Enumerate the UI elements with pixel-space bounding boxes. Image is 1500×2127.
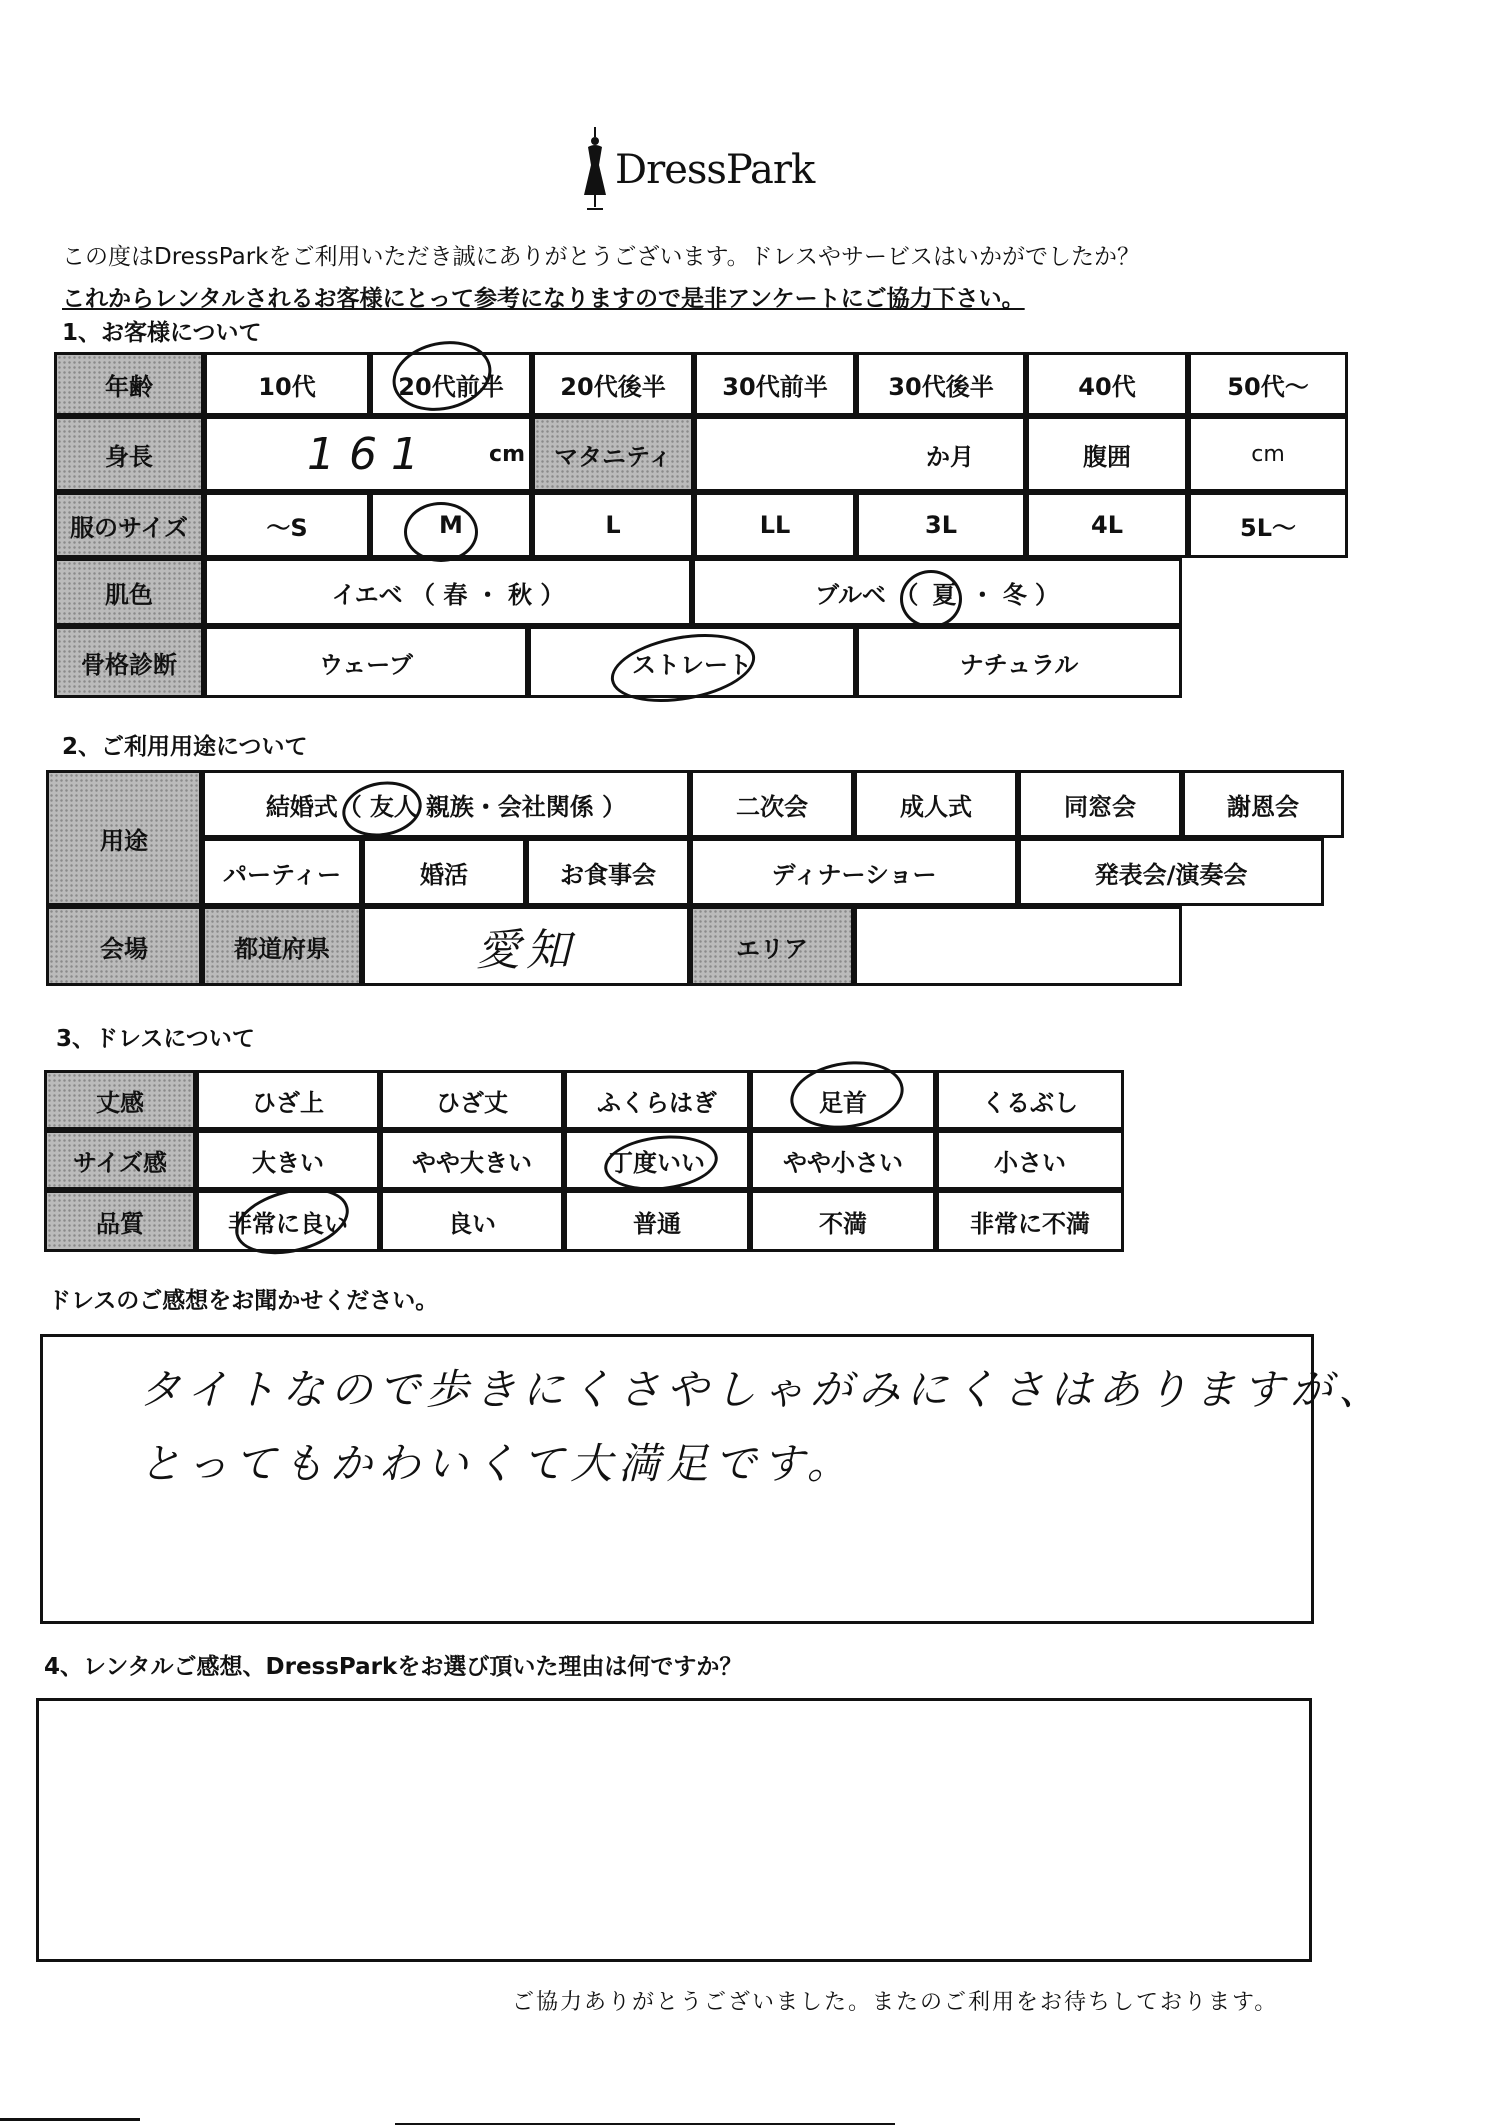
skin-blue-option[interactable]	[692, 558, 1182, 626]
fit-label: サイズ感	[44, 1130, 196, 1190]
age-option[interactable]: 20代前半	[370, 352, 532, 416]
section-2-title: 2、ご利用用途について	[62, 734, 308, 760]
prefecture-label: 都道府県	[202, 906, 362, 986]
skin-yellow-option[interactable]: イエベ （ 春 ・ 秋 ）	[204, 558, 692, 626]
age-option[interactable]: 10代	[204, 352, 370, 416]
age-option[interactable]: 20代後半	[532, 352, 694, 416]
section-1-title: 1、お客様について	[62, 320, 262, 346]
height-unit: cm	[489, 441, 525, 467]
usage-option[interactable]: パーティー	[202, 838, 362, 906]
size-option[interactable]: 5L〜	[1188, 492, 1348, 558]
usage-option[interactable]: 婚活	[362, 838, 526, 906]
quality-option[interactable]: 不満	[750, 1190, 936, 1252]
dress-comment-box[interactable]	[40, 1334, 1387, 1624]
skeleton-option[interactable]: ストレート	[528, 626, 856, 698]
age-option[interactable]: 50代〜	[1188, 352, 1348, 416]
intro-request: これからレンタルされるお客様にとって参考になりますので是非アンケートにご協力下さい。	[62, 286, 1025, 312]
length-option[interactable]: ひざ上	[196, 1070, 380, 1130]
skin-blue-summer: 夏	[932, 580, 957, 609]
skin-label: 肌色	[54, 558, 204, 626]
age-option[interactable]: 30代前半	[694, 352, 856, 416]
wedding-suffix: 親族・会社関係 ）	[425, 792, 627, 821]
length-option[interactable]: 足首	[750, 1070, 936, 1130]
height-value: 161	[307, 428, 433, 480]
scan-edge-line	[0, 2118, 140, 2121]
usage-option[interactable]: 謝恩会	[1182, 770, 1344, 838]
size-option[interactable]: LL	[694, 492, 856, 558]
section-4-title: 4、レンタルご感想、DressParkをお選び頂いた理由は何ですか？	[44, 1654, 743, 1680]
usage-option[interactable]: ディナーショー	[690, 838, 1018, 906]
skin-blue-suffix: ・ 冬 ）	[970, 580, 1060, 609]
fit-option[interactable]: やや大きい	[380, 1130, 564, 1190]
belly-label: 腹囲	[1026, 416, 1188, 492]
section-3-title: 3、ドレスについて	[56, 1026, 255, 1052]
belly-unit: cm	[1251, 441, 1285, 467]
usage-option[interactable]: お食事会	[526, 838, 690, 906]
fit-option[interactable]: やや小さい	[750, 1130, 936, 1190]
maternity-label: マタニティ	[532, 416, 694, 492]
fit-option[interactable]: 丁度いい	[564, 1130, 750, 1190]
length-label: 丈感	[44, 1070, 196, 1130]
wedding-option[interactable]	[202, 770, 690, 838]
venue-label: 会場	[46, 906, 202, 986]
usage-option[interactable]: 同窓会	[1018, 770, 1182, 838]
dress-mannequin-icon	[575, 125, 615, 215]
brand-name: DressPark	[615, 147, 815, 193]
area-label: エリア	[690, 906, 854, 986]
fit-option[interactable]: 小さい	[936, 1130, 1124, 1190]
height-field[interactable]	[204, 416, 532, 492]
age-label: 年齢	[54, 352, 204, 416]
reason-answer-box[interactable]	[36, 1698, 1312, 1962]
quality-label: 品質	[44, 1190, 196, 1252]
comment-prompt: ドレスのご感想をお聞かせください。	[48, 1288, 439, 1314]
quality-option[interactable]: 良い	[380, 1190, 564, 1252]
usage-option[interactable]: 二次会	[690, 770, 854, 838]
length-option[interactable]: くるぶし	[936, 1070, 1124, 1130]
skeleton-option[interactable]: ウェーブ	[204, 626, 528, 698]
comment-line-1: タイトなので歩きにくさやしゃがみにくさはありますが、	[139, 1365, 1387, 1414]
belly-field[interactable]	[1188, 416, 1348, 492]
skin-blue-prefix: ブルベ （	[814, 580, 919, 609]
area-field[interactable]	[854, 906, 1182, 986]
length-option[interactable]: ひざ丈	[380, 1070, 564, 1130]
age-option[interactable]: 30代後半	[856, 352, 1026, 416]
size-option[interactable]: 3L	[856, 492, 1026, 558]
skeleton-option[interactable]: ナチュラル	[856, 626, 1182, 698]
length-option[interactable]: ふくらはぎ	[564, 1070, 750, 1130]
size-option[interactable]: 〜S	[204, 492, 370, 558]
size-option[interactable]: M	[370, 492, 532, 558]
height-label: 身長	[54, 416, 204, 492]
age-option[interactable]: 40代	[1026, 352, 1188, 416]
size-option[interactable]: 4L	[1026, 492, 1188, 558]
quality-option[interactable]: 普通	[564, 1190, 750, 1252]
wedding-prefix: 結婚式（	[265, 792, 362, 821]
purpose-label: 用途	[46, 770, 202, 906]
size-option[interactable]: L	[532, 492, 694, 558]
brand-logo	[575, 125, 815, 215]
fit-option[interactable]: 大きい	[196, 1130, 380, 1190]
usage-option[interactable]: 成人式	[854, 770, 1018, 838]
prefecture-value: 愛知	[476, 925, 576, 976]
size-label: 服のサイズ	[54, 492, 204, 558]
maternity-months-field[interactable]	[694, 416, 1026, 492]
usage-option[interactable]: 発表会/演奏会	[1018, 838, 1324, 906]
thank-you-message: ご協力ありがとうございました。またのご利用をお待ちしております。	[512, 1990, 1279, 2015]
wedding-friend: 友人	[369, 792, 418, 821]
quality-option[interactable]: 非常に不満	[936, 1190, 1124, 1252]
prefecture-field[interactable]	[362, 906, 690, 986]
scan-edge-line	[395, 2123, 895, 2125]
intro-text: この度はDressParkをご利用いただき誠にありがとうございます。ドレスやサービスはいかがでしたか？	[62, 244, 1140, 270]
months-label: か月	[926, 442, 974, 471]
quality-option[interactable]: 非常に良い	[196, 1190, 380, 1252]
skeleton-label: 骨格診断	[54, 626, 204, 698]
comment-line-2: とってもかわいくて大満足です。	[139, 1439, 855, 1488]
